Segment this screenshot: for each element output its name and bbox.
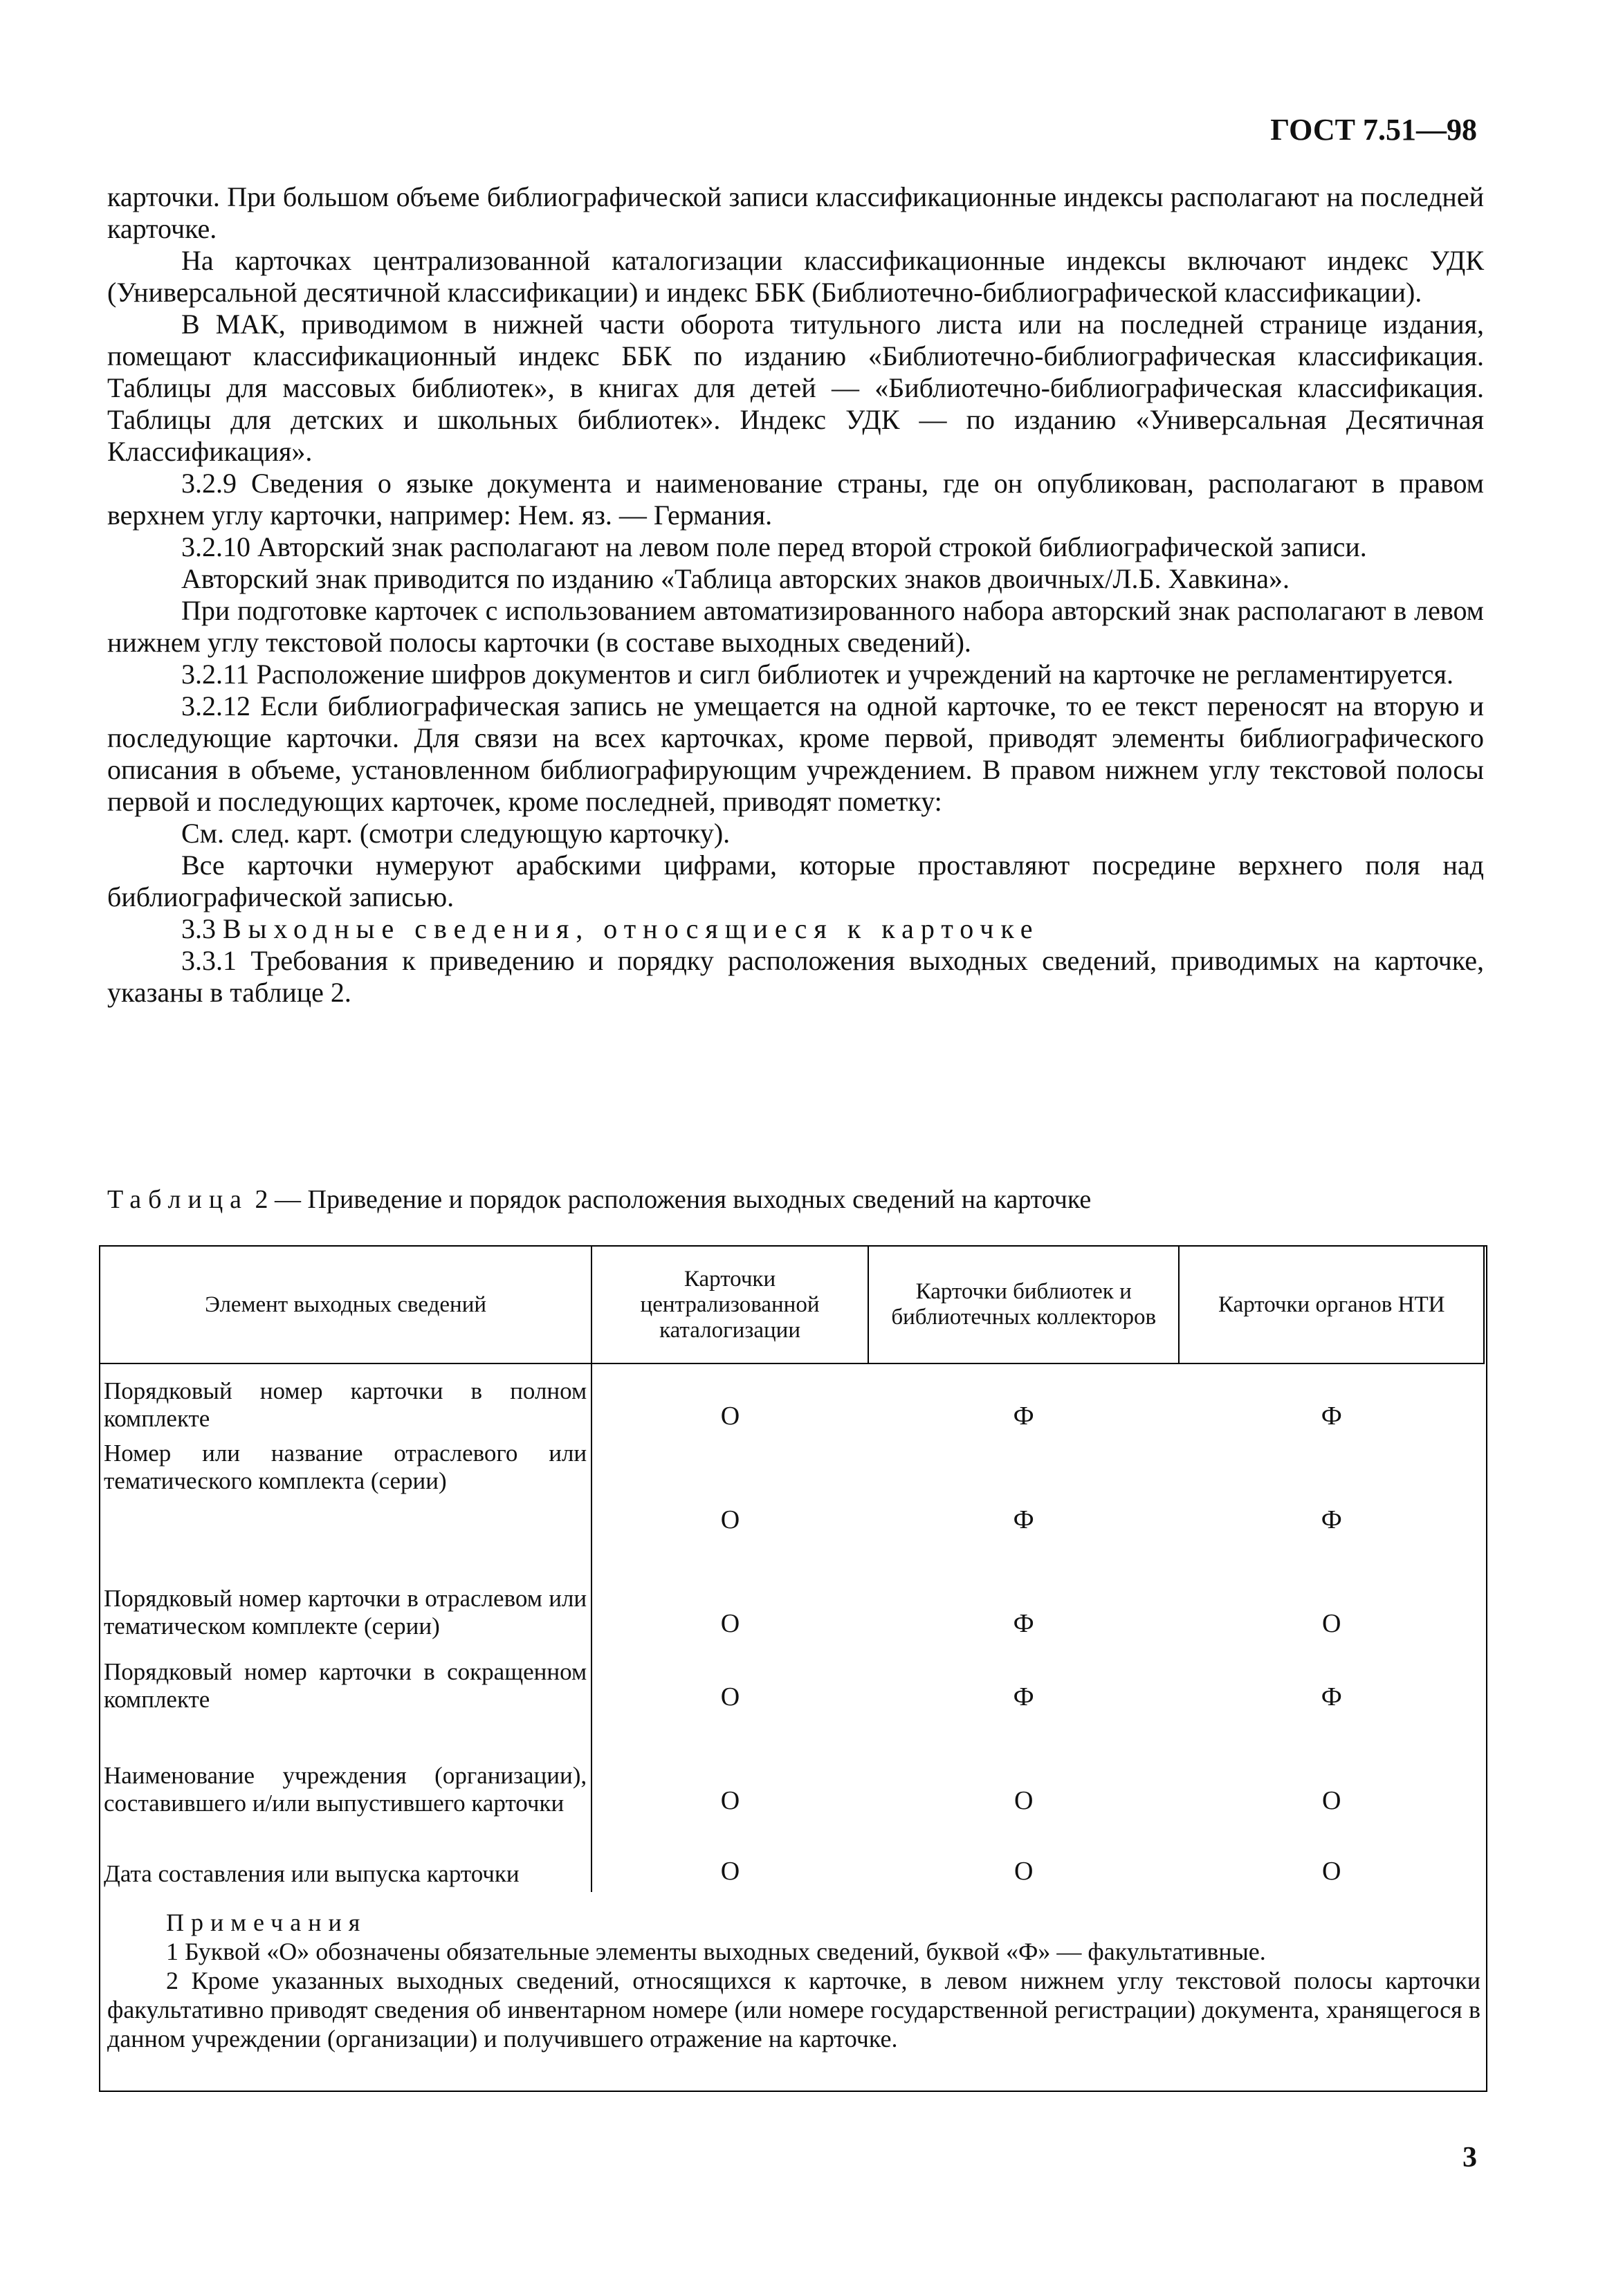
table-cell-element: Наименование учреждения (организации), составившего и/или выпустившего карточки (100, 1718, 591, 1821)
document-id: ГОСТ 7.51—98 (1270, 113, 1477, 147)
note-item: 2 Кроме указанных выходных сведений, относящихся к карточке, в левом нижнем углу текстовой полосы карточки факультативно приводят сведения об инвентарном номере (или номере государственной регистрации) документа, хранящегося в данном учреждении (организации) и получившего отражение на карточке. (107, 1967, 1480, 2052)
table-cell-value: О (1322, 1857, 1341, 1886)
paragraph: Авторский знак приводится по изданию «Таблица авторских знаков двоичных/Л.Б. Хавкина». (181, 563, 1290, 594)
table-row (100, 1821, 1484, 1892)
table-header-row (100, 1246, 1484, 1363)
table-row (100, 1363, 1484, 1437)
table-cell-value: О (1322, 1609, 1341, 1638)
section-heading-3-3 (107, 913, 1484, 945)
note-item: 1 Буквой «О» обозначены обязательные элементы выходных сведений, буквой «Ф» — факультативные. (166, 1938, 1266, 1965)
paragraph: При подготовке карточек с использованием автоматизированного набора авторский знак располагают в левом нижнем углу текстовой полосы карточки (в составе выходных сведений). (107, 595, 1484, 658)
table-cell-value: О (720, 1682, 740, 1711)
table-cell-value: О (1014, 1786, 1034, 1815)
paragraph: Все карточки нумеруют арабскими цифрами, которые проставляют посредине верхнего поля над библиографической записью. (107, 849, 1484, 912)
table-cell-value: Ф (1013, 1609, 1034, 1638)
table-cell-element: Порядковый номер карточки в отраслевом или тематическом комплекте (серии) (100, 1541, 591, 1644)
table-row (100, 1541, 1484, 1644)
table-caption (107, 1184, 1091, 1215)
table-cell-value: Ф (1013, 1682, 1034, 1711)
table-cell-value: Ф (1013, 1505, 1034, 1534)
paragraph: карточки. При большом объеме библиографической записи классификационные индексы располагают на последней карточке. (107, 181, 1484, 244)
table-cell-value: О (1014, 1857, 1034, 1886)
table-cell-value: Ф (1321, 1402, 1342, 1431)
page-number: 3 (1462, 2142, 1477, 2174)
table-cell-value: Ф (1321, 1505, 1342, 1534)
paragraph: См. след. карт. (смотри следующую карточку). (181, 818, 731, 849)
body-text (107, 181, 1484, 1009)
table-caption-text: 2 — Приведение и порядок расположения выходных сведений на карточке (255, 1185, 1092, 1214)
table-caption-label: Таблица (107, 1185, 249, 1214)
table-cell-element: Дата составления или выпуска карточки (100, 1821, 591, 1892)
notes-title: Примечания (166, 1909, 367, 1936)
paragraph-3-2-9: 3.2.9 Сведения о языке документа и наименование страны, где он опубликован, располагают в правом верхнем углу карточки, например: Нем. яз. — Германия. (107, 468, 1484, 531)
table-row (100, 1718, 1484, 1821)
table-cell-element: Порядковый номер карточки в сокращенном комплекте (100, 1644, 591, 1718)
table-cell-value: О (720, 1402, 740, 1431)
column-header: Карточки библиотек и библиотечных коллекторов (868, 1246, 1180, 1363)
table-notes (107, 1908, 1480, 2053)
paragraph-3-2-12: 3.2.12 Если библиографическая запись не умещается на одной карточке, то ее текст переносят на вторую и последующие карточки. Для связи на всех карточках, кроме первой, приводят элементы библиографического описания в объеме, установленном библиографирующим учреждением. В правом нижнем углу текстовой полосы первой и последующих карточек, кроме последней, приводят пометку: (107, 690, 1484, 817)
table-cell-value: Ф (1013, 1402, 1034, 1431)
column-header: Карточки органов НТИ (1179, 1246, 1484, 1363)
table-cell-value: О (720, 1857, 740, 1886)
table-row (100, 1437, 1484, 1541)
paragraph-3-3-1: 3.3.1 Требования к приведению и порядку расположения выходных сведений, приводимых на карточке, указаны в таблице 2. (107, 945, 1484, 1008)
paragraph-3-2-11: 3.2.11 Расположение шифров документов и сигл библиотек и учреждений на карточке не регламентируется. (181, 659, 1453, 690)
column-header: Карточки централизованной каталогизации (591, 1246, 868, 1363)
table-cell-value: О (720, 1505, 740, 1534)
table-cell-value: О (1322, 1786, 1341, 1815)
paragraph-3-2-10: 3.2.10 Авторский знак располагают на левом поле перед второй строкой библиографической записи. (181, 531, 1367, 562)
table-cell-value: О (720, 1786, 740, 1815)
paragraph: В МАК, приводимом в нижней части оборота титульного листа или на последней странице издания, помещают классификационный индекс ББК по изданию «Библиотечно-библиографическая классификация. Таблицы для массовых библиотек», в книгах для детей — «Библиотечно-библиографическая классификация. Таблицы для детских и школьных библиотек». Индекс УДК — по изданию «Универсальная Десятичная Классификация». (107, 309, 1484, 467)
table-cell-element: Номер или название отраслевого или тематического комплекта (серии) (100, 1437, 591, 1541)
table-cell-element: Порядковый номер карточки в полном комплекте (100, 1363, 591, 1437)
table-cell-value: О (720, 1609, 740, 1638)
output-data-table (99, 1245, 1485, 1892)
section-title: Выходные сведения, относящиеся к карточке (223, 913, 1040, 944)
table-row (100, 1644, 1484, 1718)
table-cell-value: Ф (1321, 1682, 1342, 1711)
column-header: Элемент выходных сведений (100, 1246, 591, 1363)
paragraph: На карточках централизованной каталогизации классификационные индексы включают индекс УДК (Универсальной десятичной классификации) и индекс ББК (Библиотечно-библиографической классификации). (107, 245, 1484, 308)
section-number: 3.3 (181, 913, 216, 944)
